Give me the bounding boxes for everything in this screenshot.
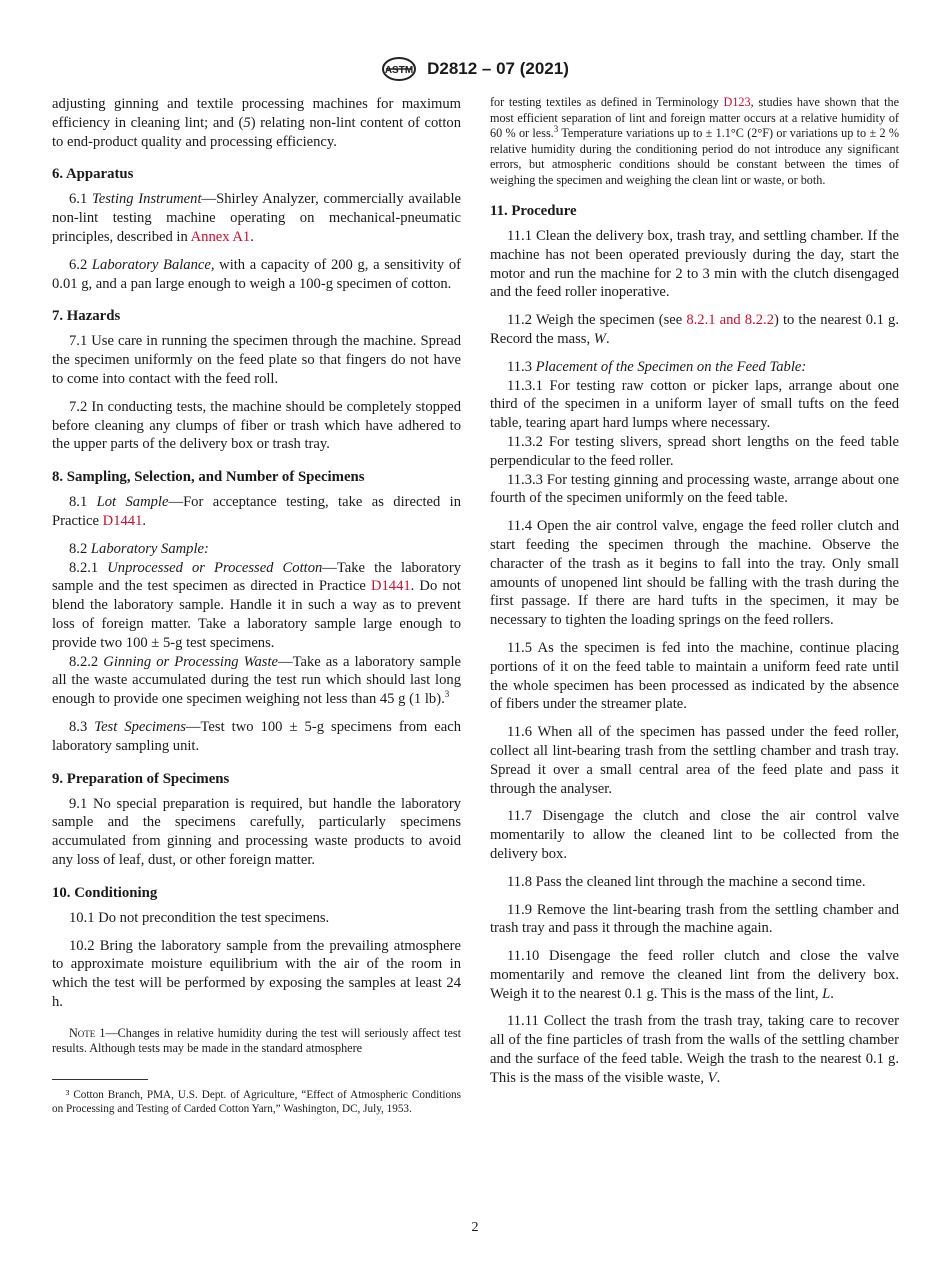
section-8-title: 8. Sampling, Selection, and Number of Specimens [52, 469, 365, 486]
para-11-4: 11.4 Open the air control valve, engage the feed roller clutch and start feeding the specimen through the machine. Observe the character of the trash as it begins to fall into the tray. Only small amounts of unopened lint should be falling with the trash during the first passage. If there are hard tufts in the specimen, it may be necessary to tighten the loading springs on the feed rollers. [490, 518, 899, 629]
para-6-2: 6.2 Laboratory Balance, with a capacity of 200 g, a sensitivity of 0.01 g, and a pan large enough to weigh a 100-g specimen of cotton. [52, 256, 462, 292]
para-6-1: 6.1 Testing Instrument—Shirley Analyzer, commercially available non-lint testing machine operating on mechanical-pneumatic principles, described in Annex A1. [52, 191, 461, 245]
section-9-title: 9. Preparation of Specimens [52, 770, 230, 787]
para-11-5: 11.5 As the specimen is fed into the machine, continue placing portions of it on the feed table to maintain a uniform feed rate until the whole specimen has been processed as indicated by the absence of fibers under the streamer plate. [490, 639, 899, 713]
left-column [52, 95, 461, 1117]
right-column [490, 95, 899, 1088]
para-9-1: 9.1 No special preparation is required, but handle the laboratory sample and the specimens carefully, particularly specimens accumulated from ginning and processing waste products to avoid any loss of leaf, dust, or other foreign matter. [52, 795, 461, 868]
footnote-ref-3[interactable]: 3 [444, 689, 450, 700]
standard-designation: D2812 – 07 (2021) [427, 59, 569, 78]
section-7-title: 7. Hazards [52, 308, 121, 325]
para-11-7: 11.7 Disengage the clutch and close the air control valve momentarily to allow the cleaned lint to be collected from the delivery box. [490, 808, 899, 862]
section-10-title: 10. Conditioning [52, 884, 158, 901]
page-number: 2 [471, 1220, 479, 1235]
para-10-1: 10.1 Do not precondition the test specimens. [69, 909, 330, 926]
section-11-title: 11. Procedure [490, 203, 577, 219]
d1441-link[interactable]: D1441 [102, 512, 143, 529]
section-6-title: 6. Apparatus [52, 166, 134, 183]
svg-text:ASTM: ASTM [384, 65, 414, 76]
para-11-1: 11.1 Clean the delivery box, trash tray, and settling chamber. If the machine has not been operated previously during the day, start the motor and run the machine for 2 to 3 min with the clutch disengaged and the feed roller inoperative. [490, 228, 899, 301]
note-1-continued: for testing textiles as defined in Terminology D123, studies have shown that the most efficient separation of lint and foreign matter occurs at a relative humidity of 60 % or less.$^3$ Temperature variations up to ± 1.1°C (2°F) or variations up to ± 2 % relative humidity during the conditioning period do not introduce any significant errors, but atmospheric conditions should be constant between the times of weighing the specimen and weighing the clean lint or waste, or both. [490, 95, 899, 187]
para-10-2: 10.2 Bring the laboratory sample from the prevailing atmosphere to approximate moisture equilibrium with the air of the room in which the test will be performed by exposing the samples at least 24 h. [52, 937, 461, 1010]
para-8-2-1: 8.2.1 Unprocessed or Processed Cotton—Take the laboratory sample and the test specimen as directed in Practice D1441. Do not blend the laboratory sample. Handle it in such a way as to prevent loss of foreign matter. Take a laboratory sample large enough to provide two 100 ± 5-g test specimens. [52, 559, 461, 651]
note-1: Note 1—Changes in relative humidity during the test will seriously affect test results. Although tests may be made in the standard atmosphere [52, 1025, 462, 1056]
para-8-3: 8.3 Test Specimens—Test two 100 ± 5-g specimens from each laboratory sampling unit. [52, 718, 462, 754]
para-11-9: 11.9 Remove the lint-bearing trash from the settling chamber and trash tray and pass it through the machine again. [490, 901, 899, 937]
para-8-2: 8.2 Laboratory Sample: [69, 540, 209, 557]
para-11-3-2: 11.3.2 For testing slivers, spread short lengths on the feed table perpendicular to the feed roller. [490, 433, 899, 469]
para-7-2: 7.2 In conducting tests, the machine should be completely stopped before cleaning any clumps of fiber or trash which have adhered to the upper parts of the delivery box or trash tray. [52, 398, 461, 453]
d123-link[interactable]: D123 [723, 95, 751, 109]
page-header [0, 56, 950, 84]
para-11-10: 11.10 Disengage the feed roller clutch and close the valve momentarily and remove the cleaned lint from the delivery box. Weigh it to the nearest 0.1 g. This is the mass of the lint, L. [490, 948, 899, 1002]
footnote-divider [52, 1079, 148, 1080]
d1441-link-2[interactable]: D1441 [370, 578, 411, 595]
para-7-1: 7.1 Use care in running the specimen through the machine. Spread the specimen uniformly on the feed plate so that fingers do not have to come into contact with the feed roll. [52, 333, 461, 387]
para-11-11: 11.11 Collect the trash from the trash tray, taking care to recover all of the fine particles of trash from the walls of the settling chamber and the surface of the feed table. Weigh the trash to the nearest 0.1 g. This is the mass of the visible waste, V. [490, 1013, 899, 1086]
para-11-6: 11.6 When all of the specimen has passed under the feed roller, collect all lint-bearing trash from the settling chamber and trash tray. Spread it over a small central area of the feed plate and pass it through the analyser. [490, 724, 899, 797]
para-8-1: 8.1 Lot Sample—For acceptance testing, take as directed in Practice D1441. [52, 494, 462, 529]
section-8-2-link[interactable]: 8.2.1 and 8.2.2 [686, 312, 774, 329]
intro-paragraph: adjusting ginning and textile processing machines for maximum efficiency in cleaning lint; and (5) relating non-lint content of cotton to end-product quality and processing efficiency. [52, 96, 461, 150]
para-8-2-2: 8.2.2 Ginning or Processing Waste—Take as a laboratory sample all the waste accumulated during the test run which should last long enough to provide one specimen weighing not less than 45 g (1 lb).$^3$ [52, 653, 461, 708]
para-11-3-1: 11.3.1 For testing raw cotton or picker laps, arrange about one third of the specimen in a uniform layer of small tufts on the feed table, tearing apart hard lumps where necessary. [490, 377, 899, 432]
para-11-3: 11.3 Placement of the Specimen on the Feed Table: [507, 358, 807, 375]
annex-a1-link[interactable]: Annex A1 [190, 228, 251, 245]
para-11-3-3: 11.3.3 For testing ginning and processing waste, arrange about one fourth of the specimen uniformly on the feed table. [490, 471, 899, 507]
para-11-8: 11.8 Pass the cleaned lint through the machine a second time. [507, 873, 866, 890]
para-11-2: 11.2 Weigh the specimen (see 8.2.1 and 8.2.2) to the nearest 0.1 g. Record the mass, W. [490, 312, 899, 347]
footnote-3: ³ Cotton Branch, PMA, U.S. Dept. of Agriculture, “Effect of Atmospheric Conditions on Processing and Testing of Carded Cotton Yarn,” Washington, DC, July, 1953. [52, 1088, 461, 1116]
astm-logo-icon [381, 56, 417, 82]
